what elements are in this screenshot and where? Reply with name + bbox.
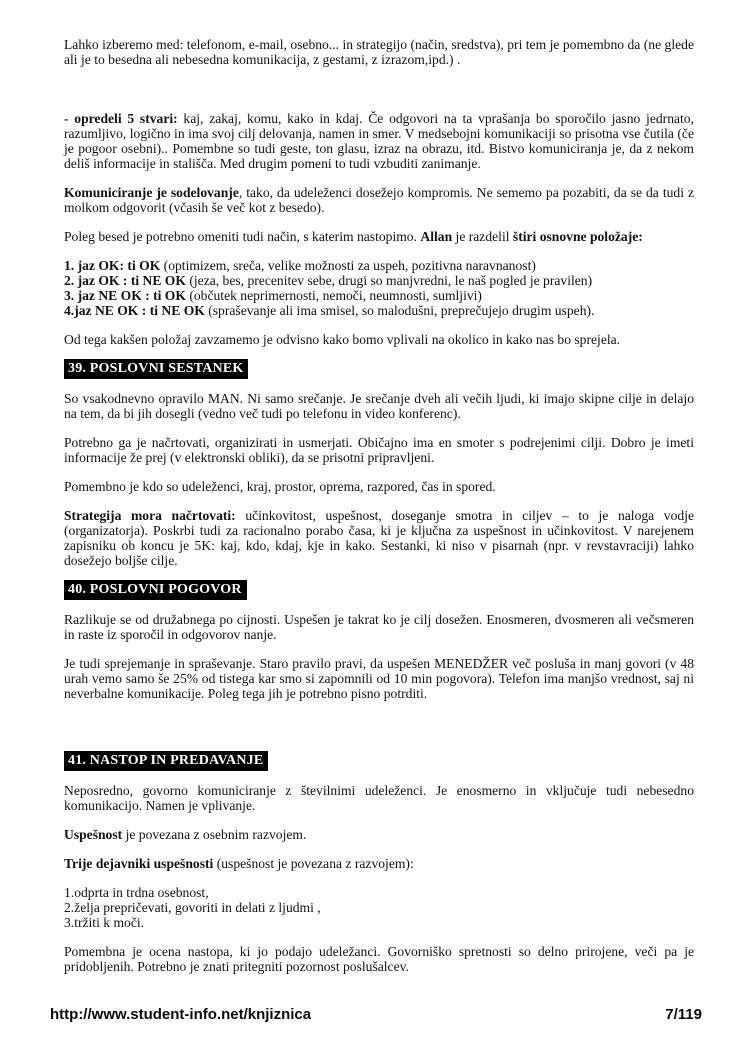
text-run: (spraševanje ali ima smisel, so malodušni, preprečujejo drugim uspeh). bbox=[204, 303, 595, 318]
list-item bbox=[64, 288, 694, 303]
list-item bbox=[64, 915, 694, 930]
paragraph-strategija bbox=[64, 508, 694, 568]
paragraph-pomembno bbox=[64, 479, 694, 494]
section-heading-40-wrap bbox=[64, 580, 694, 600]
bold-run: - opredeli 5 stvari: bbox=[64, 111, 178, 126]
text-run: Je tudi sprejemanje in spraševanje. Staro pravilo pravi, da uspešen MENEDŽER več posluša in manj govori (v 48 urah vemo samo še 25% od tistega kar smo si zapomnili od 10 min pogovora). Telefon ima manjšo vrednost, saj ni neverbalne komunikacije. Poleg tega jih je potrebno pisno potrditi. bbox=[64, 656, 694, 701]
list-item bbox=[64, 258, 694, 273]
document-content bbox=[64, 37, 694, 988]
section-heading-40: 40. POSLOVNI POGOVOR bbox=[64, 580, 247, 600]
list-item bbox=[64, 885, 694, 900]
paragraph-poleg-besed bbox=[64, 229, 694, 244]
text-run: Od tega kakšen položaj zavzamemo je odvisno kako bomo vplivali na okolico in kako nas bo sprejela. bbox=[64, 332, 621, 347]
text-run: , tako, da udeleženci dosežejo kompromis. Ne sememo pa pozabiti, da se da tudi z molkom odgovorit (včasih še več kot z besedo). bbox=[64, 185, 694, 215]
list-item bbox=[64, 900, 694, 915]
paragraph-ocena bbox=[64, 944, 694, 974]
text-run: Neposredno, govorno komuniciranje z številnimi udeleženci. Je enosmerno in vključuje tudi nebesedno komunikacijo. Namen je vplivanje. bbox=[64, 783, 694, 813]
text-run: 2.želja prepričevati, govoriti in delati z ljudmi , bbox=[64, 900, 321, 915]
positions-list bbox=[64, 258, 694, 318]
section-heading-41: 41. NASTOP IN PREDAVANJE bbox=[64, 751, 268, 771]
bold-run: 4.jaz NE OK : ti NE OK bbox=[64, 303, 205, 318]
text-run: Pomembno je kdo so udeleženci, kraj, prostor, oprema, razpored, čas in spored. bbox=[64, 479, 496, 494]
text-run: Poleg besed je potrebno omeniti tudi način, s katerim nastopimo. bbox=[64, 229, 421, 244]
paragraph-sprejemanje bbox=[64, 656, 694, 701]
text-run: je razdelil bbox=[452, 229, 513, 244]
paragraph-trije-dejavniki bbox=[64, 856, 694, 871]
text-run: (optimizem, sreča, velike možnosti za uspeh, pozitivna naravnanost) bbox=[160, 258, 536, 273]
text-run: So vsakodnevno opravilo MAN. Ni samo srečanje. Je srečanje dveh ali večih ljudi, ki imajo skipne cilje in delajo na tem, da bi jih dosegli (vedno več tudi po telefonu in video konferenc). bbox=[64, 391, 694, 421]
bold-run: Komuniciranje je sodelovanje bbox=[64, 185, 239, 200]
page-footer bbox=[50, 1006, 702, 1023]
paragraph-vsakodnevno bbox=[64, 391, 694, 421]
bold-run: Allan bbox=[420, 229, 453, 244]
bold-run: Uspešnost bbox=[64, 827, 123, 842]
bold-run: Strategija mora načrtovati: bbox=[64, 508, 236, 523]
list-item bbox=[64, 273, 694, 288]
text-run: Potrebno ga je načrtovati, organizirati in usmerjati. Običajno ima en smoter s podrejenimi cilji. Dobro je imeti informacije že prej (v elektronski obliki), da se prisotni pripravljeni. bbox=[64, 435, 694, 465]
text-run: Razlikuje se od družabnega po cijnosti. Uspešen je takrat ko je cilj dosežen. Enosmeren, dvosmeren ali večsmeren in raste iz sporočil in odgovorov nanje. bbox=[64, 612, 694, 642]
text-run: (uspešnost je povezana z razvojem): bbox=[216, 856, 414, 871]
bold-run: Trije dejavniki uspešnosti bbox=[64, 856, 217, 871]
text-run: 1.odprta in trdna osebnost, bbox=[64, 885, 209, 900]
text-run: kaj, zakaj, komu, kako in kdaj. Če odgovori na ta vprašanja bo sporočilo jasno jedrnato, razumljivo, logično in ima svoj cilj delovanja, namen in smer. V medsebojni komunikaciji so prisotna vse čutila (če je pogoor osebni).. Pomembne so tudi geste, ton glasu, izraz na obrazu, itd. Bistvo komuniciranja je, da z nekom deliš informacije in stališča. Med drugim pomeni to tudi vzbuditi zanimanje. bbox=[64, 111, 694, 171]
paragraph-potrebno bbox=[64, 435, 694, 465]
section-heading-39-wrap bbox=[64, 359, 694, 379]
bold-run: 1. jaz OK: ti OK bbox=[64, 258, 161, 273]
paragraph-uspesnost bbox=[64, 827, 694, 842]
paragraph-odtega bbox=[64, 332, 694, 347]
paragraph-neposredno bbox=[64, 783, 694, 813]
paragraph-sodelovanje bbox=[64, 185, 694, 215]
paragraph-opredeli bbox=[64, 111, 694, 171]
footer-url: http://www.student-info.net/knjiznica bbox=[50, 1006, 312, 1023]
text-run: učinkovitost, uspešnost, doseganje smotra in ciljev – to je naloga vodje (organizatorja). Poskrbi tudi za racionalno porabo časa, ki je ključna za uspešnost in učinkovitost. V narejenem zapisniku ob koncu je 5K: kaj, kdo, kdaj, kje in kako. Sestanki, ki niso v pisarnah (npr. v revstavraciji) lahko dosežejo boljše cilje. bbox=[64, 508, 695, 568]
text-run: 3.tržiti k moči. bbox=[64, 915, 145, 930]
section-heading-41-wrap bbox=[64, 751, 694, 771]
bold-run: 3. jaz NE OK : ti OK bbox=[64, 288, 186, 303]
text-run: Pomembna je ocena nastopa, ki jo podajo udeležanci. Govorniško spretnosti so delno prirojene, veči pa je pridobljenih. Potrebno je znati pritegniti pozornost poslušalcev. bbox=[64, 944, 694, 974]
text-run: (občutek neprimernosti, nemoči, neumnosti, sumljivi) bbox=[185, 288, 482, 303]
bold-run: štiri osnovne položaje: bbox=[512, 229, 643, 244]
text-run: je povezana z osebnim razvojem. bbox=[122, 827, 307, 842]
factors-list bbox=[64, 885, 694, 930]
list-item bbox=[64, 303, 694, 318]
page-number: 7/119 bbox=[665, 1006, 702, 1023]
section-heading-39: 39. POSLOVNI SESTANEK bbox=[64, 359, 248, 379]
paragraph-razlikuje bbox=[64, 612, 694, 642]
text-run: Lahko izberemo med: telefonom, e-mail, osebno... in strategijo (način, sredstva), pri tem je pomembno da (ne glede ali je to besedna ali nebesedna komunikacija, z gestami, z izrazom,ipd.) . bbox=[64, 37, 694, 67]
paragraph-intro bbox=[64, 37, 694, 67]
text-run: (jeza, bes, precenitev sebe, drugi so manjvredni, le naš pogled je pravilen) bbox=[185, 273, 593, 288]
bold-run: 2. jaz OK : ti NE OK bbox=[64, 273, 186, 288]
